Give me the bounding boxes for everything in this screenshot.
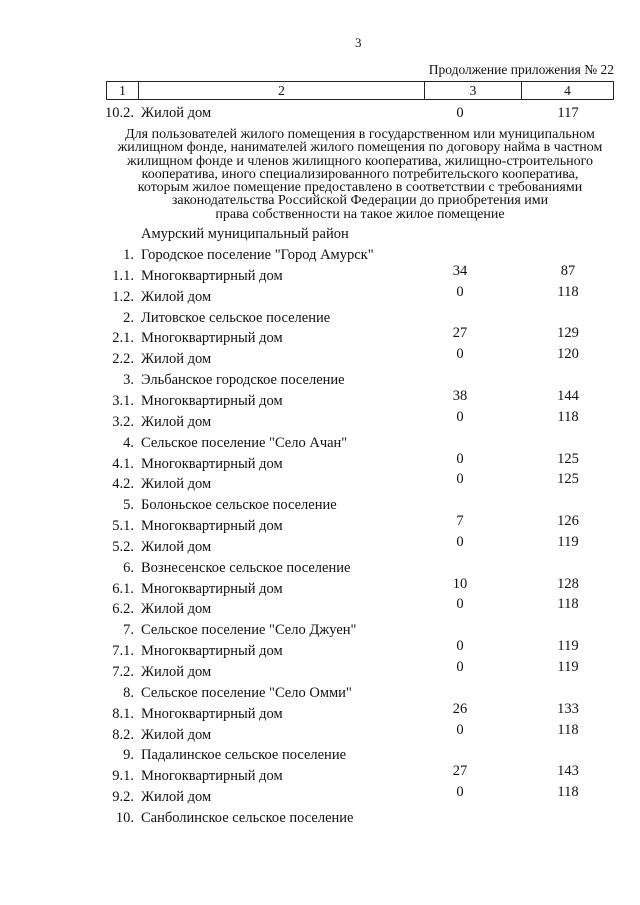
row-name: Многоквартирный дом: [141, 581, 283, 597]
row-name: Жилой дом: [141, 351, 212, 367]
row-number: 6.2.: [112, 601, 134, 617]
row-number: 8.: [123, 685, 134, 701]
row-value-col3: 0: [456, 534, 464, 550]
row-number: 4.2.: [112, 476, 134, 492]
row-value-col4: 118: [557, 784, 579, 800]
row-value-col3: 7: [456, 513, 464, 529]
column-header: 3: [425, 82, 522, 100]
row-name: Жилой дом: [141, 664, 212, 680]
row-value-col3: 0: [456, 284, 464, 300]
continuation-label: Продолжение приложения № 22: [428, 62, 614, 77]
district-heading: Амурский муниципальный район: [141, 226, 349, 242]
row-number: 6.1.: [112, 581, 134, 597]
row-number: 7.1.: [112, 643, 134, 659]
row-value-col4: 143: [557, 763, 579, 779]
description-line: законодательства Российской Федерации до приобретения ими: [171, 193, 549, 209]
row-value-col3: 0: [456, 409, 464, 425]
row-value-col4: 118: [557, 409, 579, 425]
row-value-col4: 118: [557, 284, 579, 300]
row-name: Падалинское сельское поселение: [141, 747, 347, 763]
row-value-col3: 0: [456, 784, 464, 800]
row-number: 2.1.: [112, 330, 134, 346]
column-header: 4: [522, 82, 614, 100]
page-number: 3: [355, 35, 362, 50]
row-value-col3: 27: [452, 763, 468, 779]
row-name: Жилой дом: [141, 789, 212, 805]
row-value-col3: 0: [456, 638, 464, 654]
row-name: Вознесенское сельское поселение: [141, 560, 351, 576]
row-number: 10.2.: [105, 105, 134, 121]
row-name: Жилой дом: [141, 289, 212, 305]
row-name: Жилой дом: [141, 105, 212, 121]
row-name: Городское поселение "Город Амурск": [141, 247, 374, 263]
row-number: 7.: [123, 622, 134, 638]
row-number: 4.: [123, 435, 134, 451]
row-number: 4.1.: [112, 456, 134, 472]
row-number: 1.1.: [112, 268, 134, 284]
row-value-col4: 125: [557, 451, 579, 467]
row-value-col3: 26: [452, 701, 468, 717]
column-header-table: [106, 81, 614, 100]
row-number: 6.: [123, 560, 134, 576]
row-number: 5.1.: [112, 518, 134, 534]
row-value-col3: 34: [452, 263, 468, 279]
row-number: 3.1.: [112, 393, 134, 409]
row-value-col3: 0: [456, 722, 464, 738]
row-name: Многоквартирный дом: [141, 330, 283, 346]
row-number: 2.2.: [112, 351, 134, 367]
row-name: Жилой дом: [141, 476, 212, 492]
row-value-col3: 0: [456, 346, 464, 362]
row-number: 3.: [123, 372, 134, 388]
row-number: 3.2.: [112, 414, 134, 430]
row-number: 9.1.: [112, 768, 134, 784]
row-value-col4: 144: [557, 388, 579, 404]
row-name: Жилой дом: [141, 414, 212, 430]
row-value-col4: 119: [557, 659, 579, 675]
row-value-col3: 0: [456, 471, 464, 487]
row-name: Жилой дом: [141, 601, 212, 617]
row-number: 5.2.: [112, 539, 134, 555]
row-name: Многоквартирный дом: [141, 393, 283, 409]
column-header: 2: [139, 82, 425, 100]
row-value-col3: 0: [456, 596, 464, 612]
row-value-col4: 120: [557, 346, 579, 362]
row-number: 8.2.: [112, 727, 134, 743]
row-value-col4: 126: [557, 513, 579, 529]
description-line: права собственности на такое жилое помещение: [215, 206, 505, 222]
row-value-col4: 133: [557, 701, 579, 717]
row-name: Сельское поселение "Село Ачан": [141, 435, 348, 451]
row-value-col3: 38: [452, 388, 468, 404]
row-name: Многоквартирный дом: [141, 518, 283, 534]
row-name: Сельское поселение "Село Омми": [141, 685, 352, 701]
row-name: Сельское поселение "Село Джуен": [141, 622, 357, 638]
row-number: 7.2.: [112, 664, 134, 680]
row-value-col4: 129: [557, 325, 579, 341]
row-value-col4: 117: [557, 105, 579, 121]
description-line: жилищном фонде и членов жилищного кооператива, жилищно-строительного: [126, 153, 594, 169]
row-value-col4: 87: [560, 263, 576, 279]
row-name: Многоквартирный дом: [141, 643, 283, 659]
row-number: 9.2.: [112, 789, 134, 805]
description-line: жилищном фонде, нанимателей жилого помещения по договору найма в частном: [117, 140, 603, 156]
row-name: Многоквартирный дом: [141, 706, 283, 722]
row-value-col4: 119: [557, 638, 579, 654]
row-name: Многоквартирный дом: [141, 456, 283, 472]
row-name: Санболинское сельское поселение: [141, 810, 354, 826]
column-header: 1: [107, 82, 139, 100]
row-number: 1.2.: [112, 289, 134, 305]
row-name: Болоньское сельское поселение: [141, 497, 337, 513]
row-value-col4: 128: [557, 576, 579, 592]
category-description: [100, 128, 620, 221]
row-value-col4: 118: [557, 722, 579, 738]
row-number: 2.: [123, 310, 134, 326]
row-value-col3: 0: [456, 105, 464, 121]
row-number: 1.: [123, 247, 134, 263]
row-value-col3: 27: [452, 325, 468, 341]
row-name: Многоквартирный дом: [141, 768, 283, 784]
description-line: Для пользователей жилого помещения в государственном или муниципальном: [125, 127, 595, 142]
row-number: 9.: [123, 747, 134, 763]
row-name: Многоквартирный дом: [141, 268, 283, 284]
row-number: 8.1.: [112, 706, 134, 722]
row-name: Жилой дом: [141, 727, 212, 743]
row-name: Жилой дом: [141, 539, 212, 555]
row-name: Литовское сельское поселение: [141, 310, 331, 326]
description-line: которым жилое помещение предоставлено в соответствии с требованиями: [137, 180, 583, 196]
row-value-col3: 0: [456, 659, 464, 675]
row-value-col3: 10: [452, 576, 468, 592]
row-value-col4: 118: [557, 596, 579, 612]
row-value-col3: 0: [456, 451, 464, 467]
row-value-col4: 125: [557, 471, 579, 487]
description-line: кооператива, иного специализированного потребительского кооператива,: [141, 166, 579, 182]
row-name: Эльбанское городское поселение: [141, 372, 345, 388]
row-number: 5.: [123, 497, 134, 513]
row-value-col4: 119: [557, 534, 579, 550]
row-number: 10.: [115, 810, 134, 826]
